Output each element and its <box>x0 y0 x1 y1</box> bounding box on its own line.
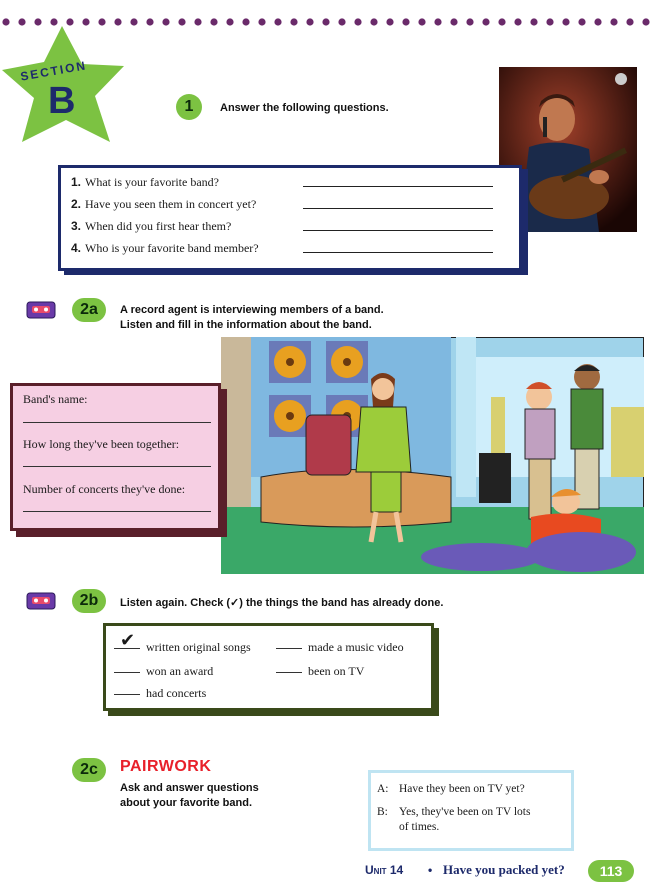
pairwork-title: PAIRWORK <box>120 758 212 775</box>
band-name-line[interactable] <box>23 422 211 423</box>
checklist-box <box>103 623 434 711</box>
border-dot <box>258 18 265 25</box>
border-dot <box>306 18 313 25</box>
question-number: 4. <box>71 241 82 255</box>
border-dot <box>450 18 457 25</box>
section-label: SECTION <box>19 58 89 84</box>
band-info-form <box>10 383 221 531</box>
question-number: 3. <box>71 219 82 233</box>
question-number: 2. <box>71 197 82 211</box>
border-dot <box>242 18 249 25</box>
answer-line-1[interactable] <box>303 186 493 187</box>
answer-line-4[interactable] <box>303 252 493 253</box>
border-dot <box>514 18 521 25</box>
border-dot <box>498 18 505 25</box>
checklist-item[interactable]: had concerts <box>114 686 206 701</box>
footer-bullet: • <box>428 863 433 877</box>
border-dot <box>194 18 201 25</box>
border-dot <box>130 18 137 25</box>
field-label-duration: How long they've been together: <box>23 437 180 451</box>
footer-title: Have you packed yet? <box>443 862 565 877</box>
border-dot <box>434 18 441 25</box>
answer-line-3[interactable] <box>303 230 493 231</box>
dialogue-line-b-2: of times. <box>399 821 440 833</box>
duration-line[interactable] <box>23 466 211 467</box>
exercise-2a-instruction-2: Listen and fill in the information about the band. <box>120 319 372 331</box>
border-dot <box>626 18 633 25</box>
checkmark-icon: ✔ <box>120 630 136 650</box>
question-text: Have you seen them in concert yet? <box>85 197 257 211</box>
page-number: 113 <box>588 860 634 882</box>
border-dot <box>210 18 217 25</box>
exercise-2a-instruction-1: A record agent is interviewing members of a band. <box>120 304 384 316</box>
question-text: When did you first hear them? <box>85 219 232 233</box>
cassette-icon <box>26 300 56 320</box>
border-dot <box>530 18 537 25</box>
footer-unit: Unit 14 <box>365 863 404 877</box>
border-dot <box>610 18 617 25</box>
exercise-2b-number: 2b <box>72 589 106 613</box>
border-dot <box>546 18 553 25</box>
checklist-item[interactable]: won an award <box>114 664 213 679</box>
cassette-icon <box>26 591 56 611</box>
section-letter: B <box>48 80 76 122</box>
border-dot <box>418 18 425 25</box>
dialogue-line-b-1: Yes, they've been on TV lots <box>399 806 531 818</box>
border-dot <box>482 18 489 25</box>
exercise-2c-instruction-2: about your favorite band. <box>120 797 253 809</box>
border-dot <box>162 18 169 25</box>
border-dot <box>370 18 377 25</box>
speaker-a: A: <box>377 783 389 795</box>
question-number: 1. <box>71 175 82 189</box>
checklist-item[interactable]: made a music video <box>276 640 404 655</box>
border-dot <box>274 18 281 25</box>
exercise-2c-instruction-1: Ask and answer questions <box>120 782 259 794</box>
speaker-b: B: <box>377 806 388 818</box>
border-dot <box>402 18 409 25</box>
exercise-1-number: 1 <box>176 94 202 120</box>
border-dot <box>146 18 153 25</box>
border-dot <box>354 18 361 25</box>
office-illustration <box>221 337 644 574</box>
dialogue-line-a: Have they been on TV yet? <box>399 783 525 795</box>
dialogue-box <box>368 770 574 851</box>
field-label-concerts: Number of concerts they've done: <box>23 482 186 496</box>
border-dot <box>578 18 585 25</box>
border-dot <box>178 18 185 25</box>
questions-box <box>58 165 522 271</box>
border-dot <box>322 18 329 25</box>
border-dot <box>338 18 345 25</box>
exercise-2a-number: 2a <box>72 298 106 322</box>
border-dot <box>466 18 473 25</box>
concerts-line[interactable] <box>23 511 211 512</box>
exercise-1-instruction: Answer the following questions. <box>220 102 389 114</box>
border-dot <box>226 18 233 25</box>
exercise-2c-number: 2c <box>72 758 106 782</box>
checklist-item[interactable]: been on TV <box>276 664 364 679</box>
answer-line-2[interactable] <box>303 208 493 209</box>
question-text: Who is your favorite band member? <box>85 241 259 255</box>
checklist-item[interactable]: ✔ written original songs <box>114 640 251 655</box>
border-dot <box>290 18 297 25</box>
border-dot <box>386 18 393 25</box>
field-label-band-name: Band's name: <box>23 392 88 406</box>
border-dot <box>642 18 649 25</box>
border-dot <box>562 18 569 25</box>
exercise-2b-instruction: Listen again. Check (✓) the things the band has already done. <box>120 597 444 609</box>
question-text: What is your favorite band? <box>85 175 219 189</box>
border-dot <box>594 18 601 25</box>
